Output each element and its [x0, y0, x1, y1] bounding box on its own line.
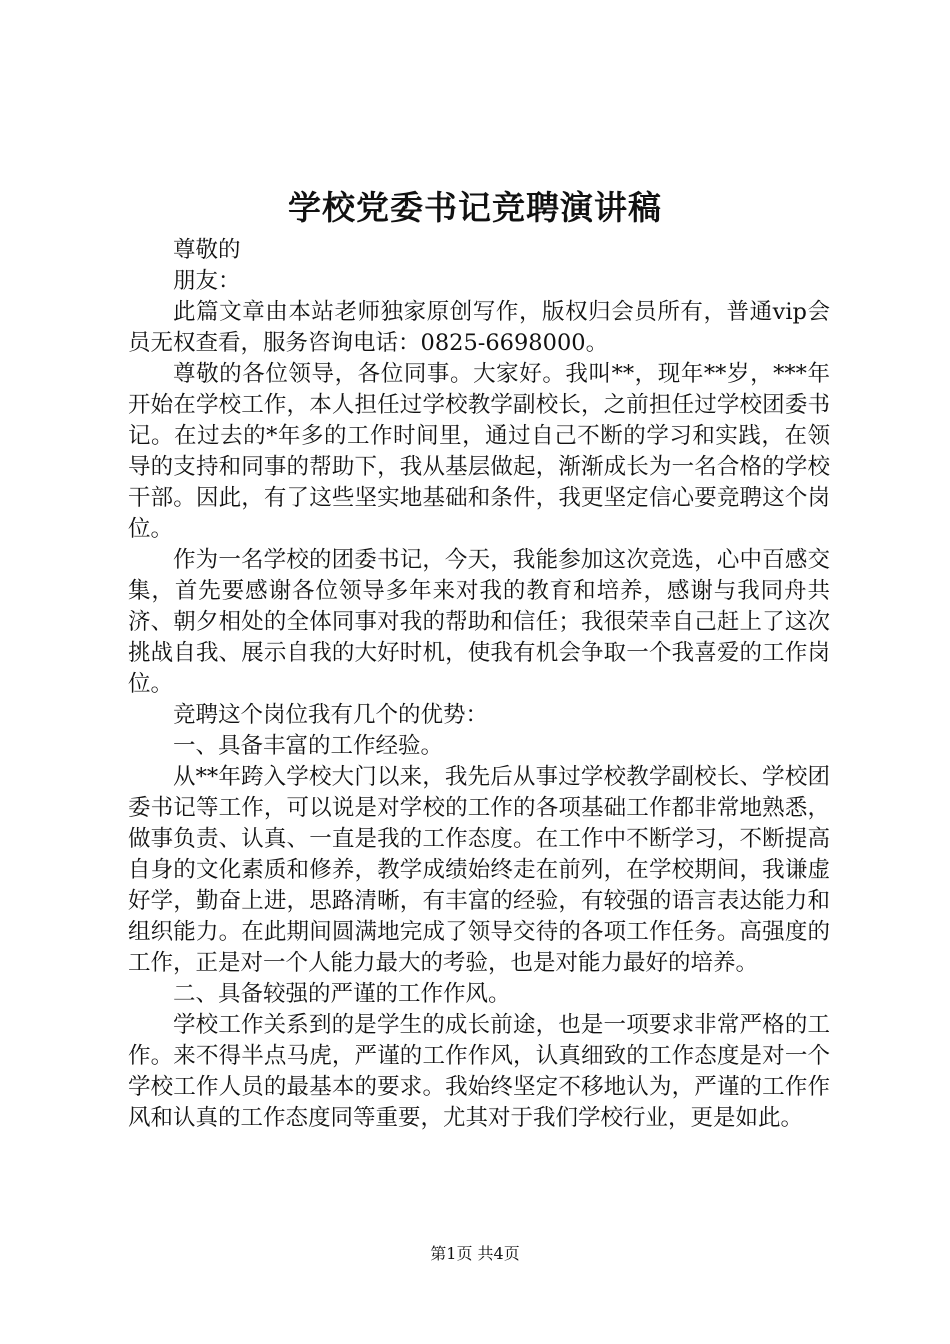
paragraph-introduction: 尊敬的各位领导，各位同事。大家好。我叫**，现年**岁，***年开始在学校工作，本人担任过学校教学副校长，之前担任过学校团委书记。在过去的*年多的工作时间里，通过自己不断的学习和实践，在领导的支持和同事的帮助下，我从基层做起，渐渐成长为一名合格的学校干部。因此，有了这些坚实地基础和条件，我更坚定信心要竞聘这个岗位。: [128, 361, 830, 542]
paragraph-advantage-2: 学校工作关系到的是学生的成长前途，也是一项要求非常严格的工作。来不得半点马虎，严谨的工作作风，认真细致的工作态度是对一个学校工作人员的最基本的要求。我始终坚定不移地认为，严谨的工作作风和认真的工作态度同等重要，尤其对于我们学校行业，更是如此。: [128, 1012, 830, 1131]
paragraph-copyright-notice: 此篇文章由本站老师独家原创写作，版权归会员所有，普通vip会员无权查看，服务咨询电话：0825-6698000。: [128, 299, 830, 356]
paragraph-gratitude: 作为一名学校的团委书记，今天，我能参加这次竞选，心中百感交集，首先要感谢各位领导多年来对我的教育和培养，感谢与我同舟共济、朝夕相处的全体同事对我的帮助和信任；我很荣幸自己赶上了这次挑战自我、展示自我的大好时机，使我有机会争取一个我喜爱的工作岗位。: [128, 547, 830, 697]
paragraph-salutation-1: 尊敬的: [173, 237, 241, 263]
heading-advantage-1: 一、具备丰富的工作经验。: [173, 733, 444, 759]
heading-advantage-2: 二、具备较强的严谨的工作作风。: [173, 981, 511, 1007]
document-title: 学校党委书记竞聘演讲稿: [288, 188, 662, 227]
page-number: 第1页 共4页: [430, 1244, 520, 1263]
paragraph-salutation-2: 朋友：: [173, 268, 241, 294]
document-body: [128, 235, 830, 1134]
paragraph-advantage-1: 从**年跨入学校大门以来，我先后从事过学校教学副校长、学校团委书记等工作，可以说是对学校的工作的各项基础工作都非常地熟悉，做事负责、认真、一直是我的工作态度。在工作中不断学习，不断提高自身的文化素质和修养，教学成绩始终走在前列，在学校期间，我谦虚好学，勤奋上进，思路清晰，有丰富的经验，有较强的语言表达能力和组织能力。在此期间圆满地完成了领导交待的各项工作任务。高强度的工作，正是对一个人能力最大的考验，也是对能力最好的培养。: [128, 764, 830, 976]
paragraph-advantages-intro: 竞聘这个岗位我有几个的优势：: [173, 702, 489, 728]
